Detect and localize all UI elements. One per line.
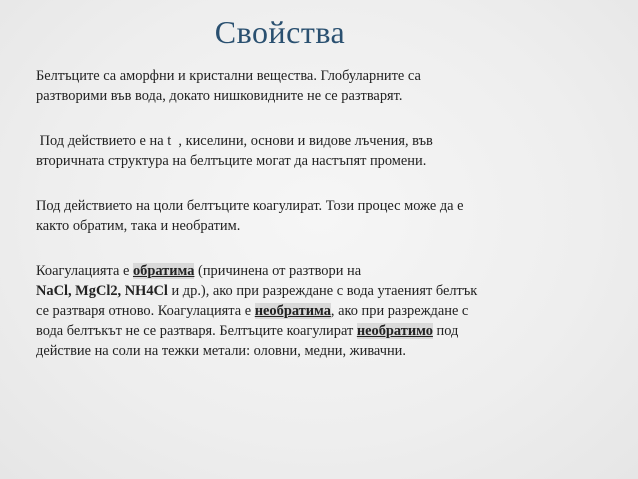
paragraph-3-line-2: както обратим, така и необратим.: [36, 218, 241, 234]
paragraph-4: [36, 261, 606, 361]
paragraph-2-line-1: Под действието е на t , киселини, основи и видове лъчения, във: [36, 133, 433, 149]
p4-l4-text-b: под: [432, 323, 459, 339]
highlight-irreversibly: необратимо: [356, 323, 433, 339]
p4-l2-text-b: и др.), ако при разреждане с вода утаеният белтък: [167, 283, 478, 299]
slide-title: Свойства: [214, 14, 346, 50]
paragraph-4-line-3: [36, 301, 606, 321]
highlight-irreversible: необратима: [254, 303, 331, 319]
p4-l1-text-a: Коагулацията е: [36, 263, 133, 279]
p4-l1-text-b: (причинена от разтвори на: [194, 263, 362, 279]
paragraph-4-line-2: [36, 281, 606, 301]
paragraph-3-line-1: Под действието на цоли белтъците коагулират. Този процес може да е: [36, 198, 464, 214]
paragraph-3: [36, 196, 606, 236]
highlight-reversible: обратима: [132, 263, 195, 279]
slide-body: [36, 66, 606, 386]
p4-l3-text-a: се разтваря отново. Коагулацията е: [36, 303, 255, 319]
salt-formulas: NaCl, MgCl2, NH4Cl: [36, 283, 168, 299]
paragraph-1: [36, 66, 606, 106]
p4-l3-text-b: , ако при разреждане с: [330, 303, 469, 319]
paragraph-1-line-1: Белтъците са аморфни и кристални вещества. Глобуларните са: [36, 68, 421, 84]
paragraph-2: [36, 131, 606, 171]
paragraph-4-line-1: [36, 261, 606, 281]
paragraph-4-line-4: [36, 321, 606, 341]
paragraph-1-line-2: разтворими във вода, докато нишковидните не се разтварят.: [36, 88, 403, 104]
paragraph-2-line-2: вторичната структура на белтъците могат да настъпят промени.: [36, 153, 427, 169]
p4-l4-text-a: вода белтъкът не се разтваря. Белтъците коагулират: [36, 323, 357, 339]
paragraph-4-line-5: действие на соли на тежки метали: оловни, медни, живачни.: [36, 343, 406, 359]
